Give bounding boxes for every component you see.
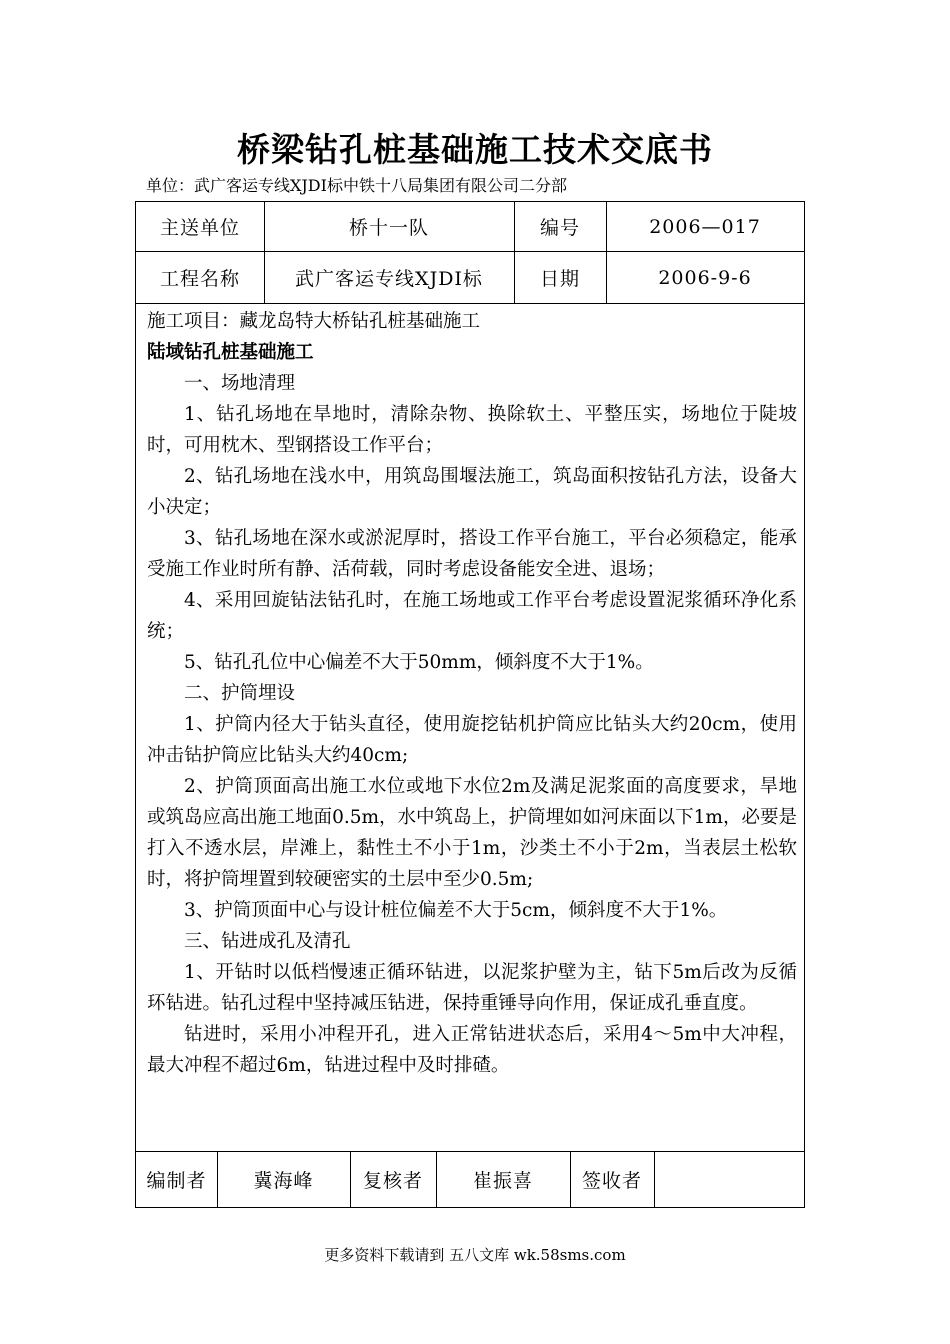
paragraph: 1、钻孔场地在旱地时，清除杂物、换除软土、平整压实，场地位于陡坡时，可用枕木、型钢搭设工作平台； [147,404,797,456]
compiler-label: 编制者 [146,1170,207,1192]
project-value: 武广客运专线XJDI标 [295,268,483,290]
number-value: 2006—017 [649,215,761,238]
receiver-label: 签收者 [581,1170,642,1192]
number-label: 编号 [539,217,580,239]
paragraph: 1、开钻时以低档慢速正循环钻进，以泥浆护壁为主，钻下5m后改为反循环钻进。钻孔过程中坚持减压钻进，保持重锤导向作用，保证成孔垂直度。 [147,962,797,1014]
compiler-value: 冀海峰 [253,1170,314,1192]
unit-line: 单位：武广客运专线XJDI标中铁十八局集团有限公司二分部 [146,176,567,195]
paragraph: 3、钻孔场地在深水或淤泥厚时，搭设工作平台施工，平台必须稳定，能承受施工作业时所有静、活荷载，同时考虑设备能安全进、退场； [147,528,797,580]
paragraph: 二、护筒埋设 [184,683,296,704]
paragraph: 4、采用回旋钻法钻孔时，在施工场地或工作平台考虑设置泥浆循环净化系统； [147,590,797,642]
sender-label: 主送单位 [159,217,240,239]
reviewer-value: 崔振喜 [472,1170,533,1192]
paragraph: 一、场地清理 [184,373,296,394]
paragraph: 1、护筒内径大于钻头直径，使用旋挖钻机护筒应比钻头大约20cm，使用冲击钻护筒应比钻头大约40cm; [147,714,797,766]
footer-link[interactable]: 更多资料下载请到 五八文库 wk.58sms.com [324,1246,626,1264]
disclosure-table [135,201,805,1208]
section-heading: 陆域钻孔桩基础施工 [147,342,314,363]
reviewer-label: 复核者 [362,1170,423,1192]
paragraph: 2、护筒顶面高出施工水位或地下水位2m及满足泥浆面的高度要求，旱地或筑岛应高出施工地面0.5m，水中筑岛上，护筒埋如如河床面以下1m，必要是打入不透水层，岸滩上，黏性土不小于1m，沙类土不小于2m，当表层土松软时，将护筒埋置到较硬密实的土层中至少0.5m; [147,776,797,890]
receiver-value [654,1152,804,1207]
row-divider [136,303,804,304]
date-value: 2006-9-6 [658,266,752,289]
sender-value: 桥十一队 [348,217,429,239]
paragraph: 钻进时，采用小冲程开孔，进入正常钻进状态后，采用4～5m中大冲程，最大冲程不超过6m，钻进过程中及时排碴。 [147,1024,797,1076]
construction-item: 施工项目：藏龙岛特大桥钻孔桩基础施工 [147,311,481,332]
document-title: 桥梁钻孔桩基础施工技术交底书 [237,130,713,169]
paragraph: 三、钻进成孔及清孔 [184,931,351,952]
paragraph: 3、护筒顶面中心与设计桩位偏差不大于5cm，倾斜度不大于1%。 [184,900,728,921]
paragraph: 5、钻孔孔位中心偏差不大于50mm，倾斜度不大于1%。 [184,652,654,673]
paragraph: 2、钻孔场地在浅水中，用筑岛围堰法施工，筑岛面积按钻孔方法，设备大小决定； [147,466,797,518]
content-body [147,306,797,1081]
date-label: 日期 [539,268,580,290]
project-label: 工程名称 [159,268,240,290]
